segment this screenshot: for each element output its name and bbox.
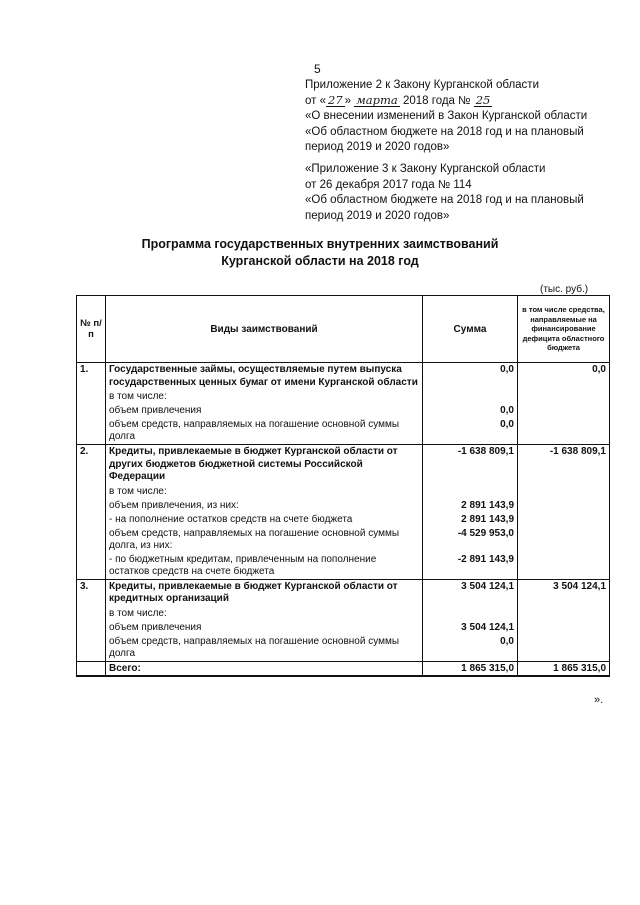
section-deficit: 0,0 bbox=[518, 363, 610, 391]
row-label: объем средств, направляемых на погашение основной суммы долга bbox=[106, 635, 423, 662]
table-row bbox=[77, 485, 610, 499]
section-sum: 0,0 bbox=[423, 363, 518, 391]
appendix-line: «Об областном бюджете на 2018 год и на плановый bbox=[305, 125, 584, 138]
row-sum bbox=[423, 607, 518, 621]
table-row bbox=[77, 390, 610, 404]
row-sum: 2 891 143,9 bbox=[423, 499, 518, 513]
handwritten-number: 25 bbox=[475, 92, 491, 107]
table-row bbox=[77, 404, 610, 418]
appendix-line: «Приложение 3 к Закону Курганской области bbox=[305, 163, 546, 175]
row-sum: 2 891 143,9 bbox=[423, 513, 518, 527]
row-sum: 0,0 bbox=[423, 404, 518, 418]
header-name: Виды заимствований bbox=[106, 296, 423, 363]
row-label: - на пополнение остатков средств на счете бюджета bbox=[106, 513, 423, 527]
appendix-line: «О внесении изменений в Закон Курганской области bbox=[305, 110, 588, 122]
section-deficit: 3 504 124,1 bbox=[518, 579, 610, 607]
title-line: Курганской области на 2018 год bbox=[221, 254, 419, 268]
table-row bbox=[77, 499, 610, 513]
appendix-line: от 26 декабря 2017 года № 114 bbox=[305, 178, 472, 191]
appendix-line: «Об областном бюджете на 2018 год и на плановый bbox=[305, 194, 584, 206]
appendix-2-header bbox=[305, 78, 620, 156]
row-label: объем средств, направляемых на погашение основной суммы долга, из них: bbox=[106, 527, 423, 553]
date-quote-close: » bbox=[344, 94, 352, 107]
row-label: в том числе: bbox=[106, 390, 423, 404]
section-title: Кредиты, привлекаемые в бюджет Курганской области от других бюджетов бюджетной системы Российской Федерации bbox=[106, 445, 423, 485]
page-number: 5 bbox=[314, 62, 321, 76]
section-sum: 3 504 124,1 bbox=[423, 579, 518, 607]
section-sum: -1 638 809,1 bbox=[423, 445, 518, 485]
borrowing-table bbox=[76, 295, 610, 677]
closing-quote: ». bbox=[594, 694, 604, 706]
appendix-date-line bbox=[305, 94, 620, 110]
table-row bbox=[77, 553, 610, 580]
section-number: 1. bbox=[77, 363, 106, 391]
total-label: Всего: bbox=[106, 661, 423, 676]
units-label: (тыс. руб.) bbox=[540, 284, 589, 295]
table-header-row bbox=[77, 296, 610, 363]
total-row bbox=[77, 661, 610, 676]
row-label: объем привлечения bbox=[106, 404, 423, 418]
section-title: Государственные займы, осуществляемые путем выпуска государственных ценных бумаг от имени Курганской области bbox=[106, 363, 423, 391]
appendix-line: период 2019 и 2020 годов» bbox=[305, 141, 450, 153]
row-label: - по бюджетным кредитам, привлеченным на пополнение остатков средств на счете бюджета bbox=[106, 553, 423, 580]
table-row bbox=[77, 513, 610, 527]
date-prefix: от « bbox=[305, 94, 327, 107]
row-label: объем средств, направляемых на погашение основной суммы долга bbox=[106, 418, 423, 445]
row-label: в том числе: bbox=[106, 485, 423, 499]
header-num: № п/п bbox=[77, 296, 106, 363]
row-sum: 3 504 124,1 bbox=[423, 621, 518, 635]
section-deficit: -1 638 809,1 bbox=[518, 445, 610, 485]
table-row bbox=[77, 418, 610, 445]
title-line: Программа государственных внутренних заимствований bbox=[141, 237, 499, 251]
row-sum: -2 891 143,9 bbox=[423, 553, 518, 580]
row-label: объем привлечения, из них: bbox=[106, 499, 423, 513]
handwritten-month: марта bbox=[356, 92, 398, 107]
header-deficit: в том числе средства, направляемые на финансирование дефицита областного бюджета bbox=[518, 296, 610, 363]
row-sum bbox=[423, 485, 518, 499]
row-sum: 0,0 bbox=[423, 635, 518, 662]
appendix-3-header bbox=[305, 162, 620, 224]
total-deficit: 1 865 315,0 bbox=[518, 661, 610, 676]
row-sum: 0,0 bbox=[423, 418, 518, 445]
header-sum: Сумма bbox=[423, 296, 518, 363]
row-label: объем привлечения bbox=[106, 621, 423, 635]
handwritten-day: 27 bbox=[328, 92, 343, 107]
table-row bbox=[77, 363, 610, 391]
table-row bbox=[77, 635, 610, 662]
total-sum: 1 865 315,0 bbox=[423, 661, 518, 676]
table-row bbox=[77, 579, 610, 607]
row-label: в том числе: bbox=[106, 607, 423, 621]
date-year: 2018 года № bbox=[402, 94, 471, 107]
section-number: 2. bbox=[77, 445, 106, 485]
table-row bbox=[77, 621, 610, 635]
row-sum bbox=[423, 390, 518, 404]
section-number: 3. bbox=[77, 579, 106, 607]
document-title bbox=[0, 236, 640, 270]
table-row bbox=[77, 445, 610, 485]
row-sum: -4 529 953,0 bbox=[423, 527, 518, 553]
table-row bbox=[77, 527, 610, 553]
appendix-line: Приложение 2 к Закону Курганской области bbox=[305, 79, 539, 91]
table-row bbox=[77, 607, 610, 621]
appendix-line: период 2019 и 2020 годов» bbox=[305, 209, 450, 222]
section-title: Кредиты, привлекаемые в бюджет Курганской области от кредитных организаций bbox=[106, 579, 423, 607]
